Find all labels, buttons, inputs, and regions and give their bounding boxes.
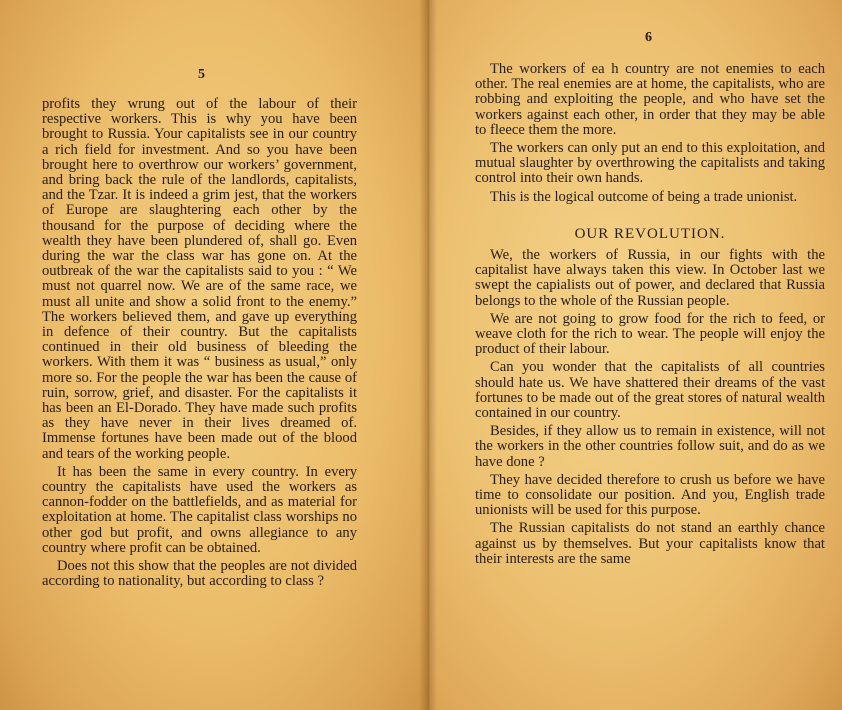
right-page xyxy=(427,0,842,710)
paragraph: The Russian capitalists do not stand an earthly chance against us by themselves. But your capitalists know that their interests are the same xyxy=(475,520,825,567)
paragraph: We are not going to grow food for the rich to feed, or weave cloth for the rich to wear. The people will enjoy the product of their labour. xyxy=(475,310,825,358)
paragraph: It has been the same in every country. In every country the capitalists have used the workers as cannon-fodder on the battlefields, and as material for exploitation at home. The capitalist class worships no other god but profit, and owns allegiance to any country where profit can be obtained. xyxy=(42,463,357,556)
paragraph: Does not this show that the peoples are not divided according to nationality, but according to class ? xyxy=(42,558,357,590)
left-page-text xyxy=(42,97,357,590)
paragraph: This is the logical outcome of being a trade unionist. xyxy=(490,188,798,205)
paragraph: profits they wrung out of the labour of their respective workers. This is why you have been brought to Russia. Your capitalists see in our country a rich field for investment. And so you have been brought here to overthrow our workers’ government, and bring back the rule of the landlords, capitalists, and the Tzar. It is indeed a grim jest, that the workers of Europe are slaughtering each other by the thousand for the purpose of deciding where the wealth they have been plundered of, shall go. Even during the war the class war has gone on. At the outbreak of the war the capitalists said to you : “ We must not quarrel now. We are of the same race, we must all unite and show a solid front to the enemy.” The workers believed them, and gave up everything in defence of their country. But the capitalists continued in their old business of bleeding the workers. With them it was “ business as usual,” only more so. For the people the war has been the cause of ruin, sorrow, grief, and disaster. For the capitalists it has been an El-Dorado. They have made such profits as they have never in their lives dreamed of. Immense fortunes have been made out of the blood and tears of the working people. xyxy=(42,96,357,462)
paragraph: Besides, if they allow us to remain in existence, will not the workers in the other countries follow suit, and do as we have done ? xyxy=(475,423,825,470)
page-number: 6 xyxy=(645,30,652,45)
section-heading: OUR REVOLUTION. xyxy=(574,225,726,242)
paragraph: They have decided therefore to crush us before we have time to consolidate our position. And you, English trade unionists will be used for this purpose. xyxy=(475,471,825,519)
page-number: 5 xyxy=(198,67,205,82)
right-page-text xyxy=(475,62,825,567)
paragraph: The workers of ea h country are not enemies to each other. The real enemies are at home, the capitalists, who are robbing and exploiting the people, and who have set the workers against each other, in order that they may be able to fleece them the more. xyxy=(475,61,825,138)
paragraph: The workers can only put an end to this exploitation, and mutual slaughter by overthrowing the capitalists and taking control into their own hands. xyxy=(475,140,825,187)
paragraph: Can you wonder that the capitalists of all countries should hate us. We have shattered their dreams of the vast fortunes to be made out of the great stores of natural wealth contained in our country. xyxy=(475,359,825,422)
paragraph: We, the workers of Russia, in our fights with the capitalist have always taken this view. In October last we swept the capialists out of power, and declared that Russia belongs to the whole of the Russian people. xyxy=(475,247,825,309)
